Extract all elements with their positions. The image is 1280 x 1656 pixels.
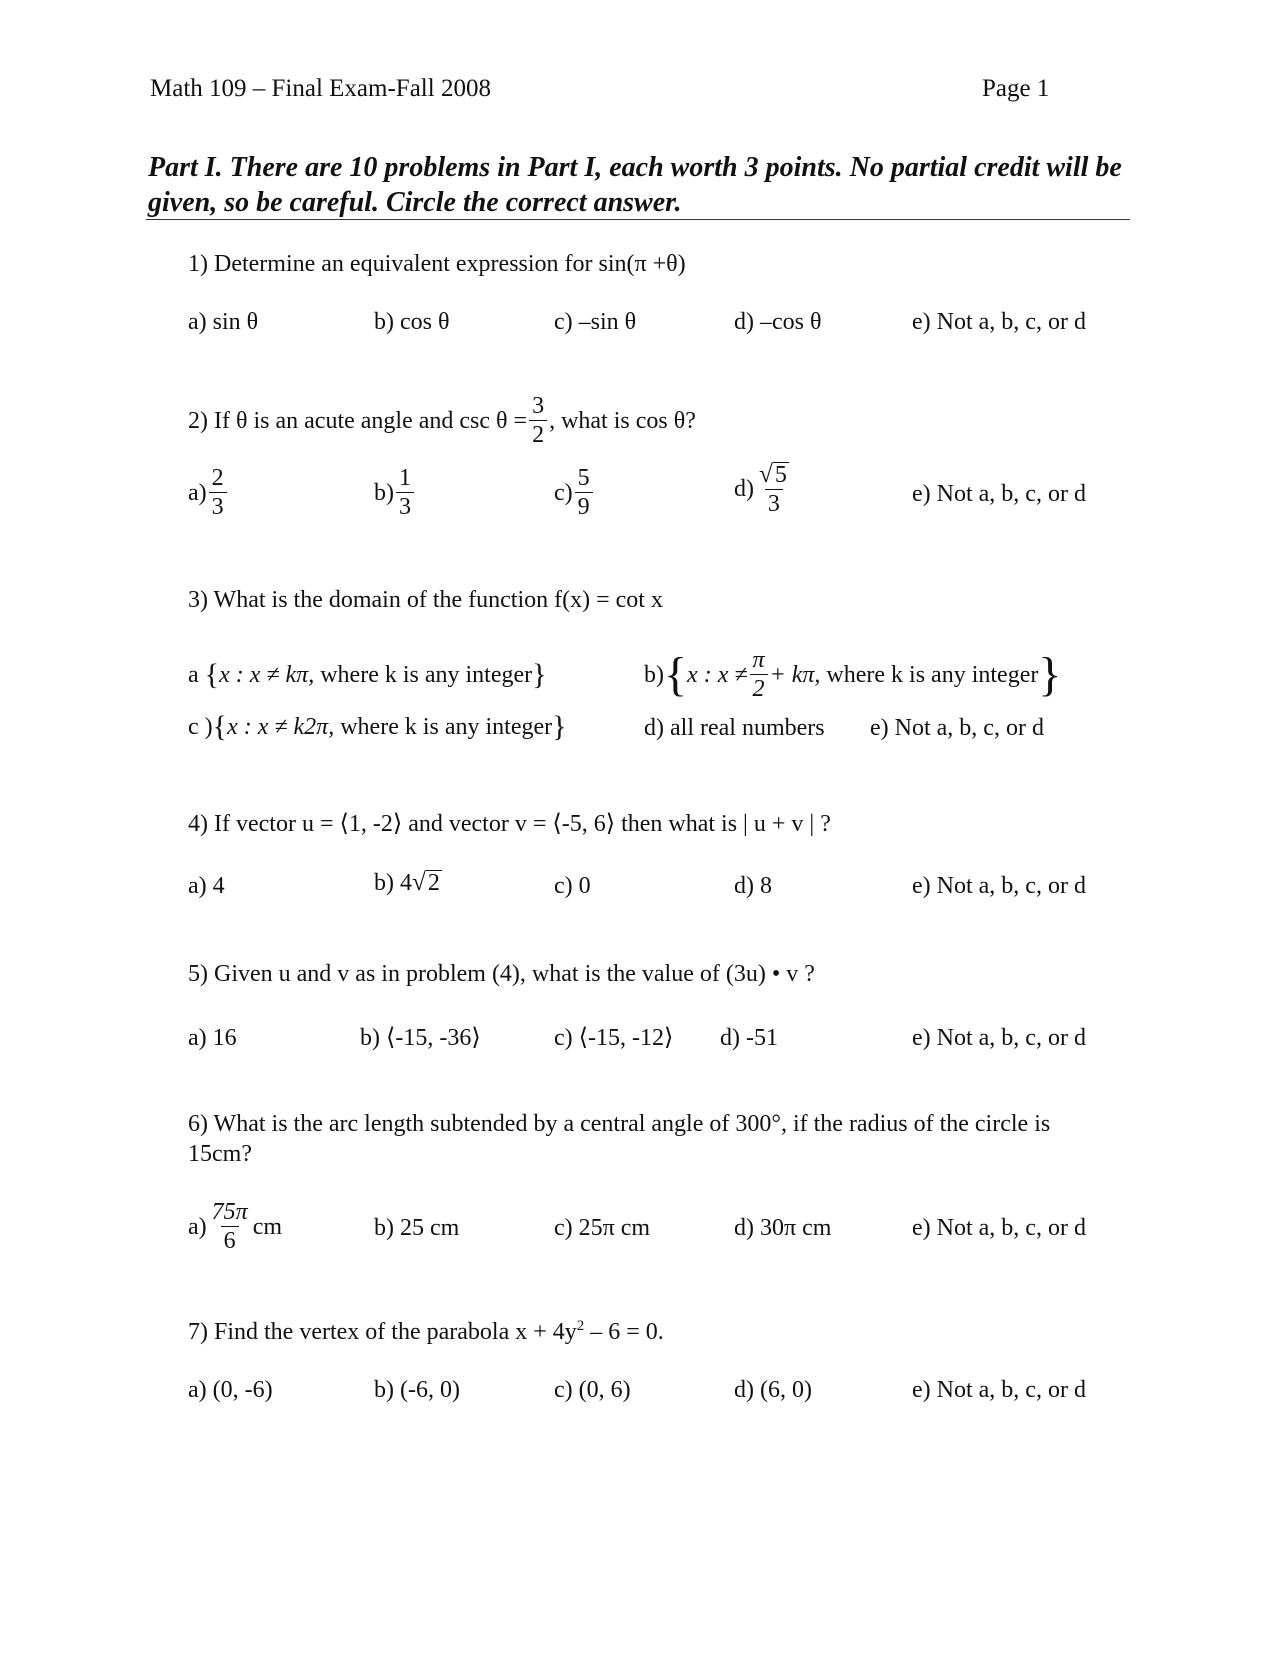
- q2-option-a-label: a): [188, 479, 207, 506]
- q2-option-b[interactable]: [374, 466, 416, 519]
- q3-option-c-text: where k is any integer: [340, 714, 553, 740]
- q2-option-a-fraction: [209, 466, 227, 519]
- q2-frac-numerator: 3: [532, 393, 545, 419]
- q1-option-e[interactable]: e) Not a, b, c, or d: [912, 309, 1086, 335]
- q2-a-numerator: 2: [211, 465, 224, 491]
- q3-b-denominator: 2: [750, 674, 768, 701]
- question-6-line-2: 15cm?: [188, 1141, 252, 1167]
- q1-option-a[interactable]: a) sin θ: [188, 309, 259, 335]
- q6-option-a[interactable]: [188, 1200, 282, 1253]
- q3-option-b-text: where k is any integer: [826, 661, 1039, 688]
- q4-option-d[interactable]: d) 8: [734, 873, 772, 899]
- q7-option-d[interactable]: d) (6, 0): [734, 1377, 812, 1403]
- q6-option-a-fraction: [209, 1200, 251, 1253]
- q6-option-b[interactable]: b) 25 cm: [374, 1215, 460, 1241]
- q2-d-denominator: 3: [765, 489, 783, 516]
- q6-option-c[interactable]: c) 25π cm: [554, 1215, 651, 1241]
- q6-option-a-label: a): [188, 1213, 207, 1240]
- q1-option-d[interactable]: d) –cos θ: [734, 309, 822, 335]
- q3-option-a-math: x : x ≠ kπ,: [219, 662, 315, 688]
- q3-option-b[interactable]: [644, 648, 1061, 701]
- q5-option-d[interactable]: d) -51: [720, 1025, 778, 1051]
- q2-option-c-fraction: [575, 466, 593, 519]
- q2-suffix: , what is cos θ?: [549, 407, 696, 434]
- q7-prefix: 7) Find the vertex of the parabola x + 4y: [188, 1319, 577, 1345]
- q2-b-denominator: 3: [396, 492, 414, 519]
- q1-option-b[interactable]: b) cos θ: [374, 309, 450, 335]
- q5-option-a[interactable]: a) 16: [188, 1025, 237, 1051]
- q6-option-a-unit: cm: [252, 1213, 283, 1240]
- q3-option-e[interactable]: e) Not a, b, c, or d: [870, 715, 1044, 741]
- q2-option-d[interactable]: [734, 462, 794, 516]
- question-6-line-1: 6) What is the arc length subtended by a central angle of 300°, if the radius of the circle is: [188, 1111, 1051, 1137]
- q2-d-numerator: [756, 462, 792, 489]
- q7-exponent: 2: [576, 1318, 585, 1334]
- q3-option-a-text: where k is any integer: [320, 662, 533, 688]
- question-2: [188, 394, 696, 447]
- q2-c-numerator: 5: [577, 465, 590, 491]
- q4-option-b[interactable]: [374, 870, 442, 895]
- q5-option-e[interactable]: e) Not a, b, c, or d: [912, 1025, 1086, 1051]
- q4-option-e[interactable]: e) Not a, b, c, or d: [912, 873, 1086, 899]
- q7-option-a[interactable]: a) (0, -6): [188, 1377, 273, 1403]
- q3-option-c-math: x : x ≠ k2π,: [227, 714, 335, 740]
- close-brace-icon: }: [1038, 647, 1062, 701]
- question-5: 5) Given u and v as in problem (4), what is the value of (3u) • v ?: [188, 961, 815, 987]
- q4-b-sqrt: [412, 870, 442, 895]
- q7-option-c[interactable]: c) (0, 6): [554, 1377, 631, 1403]
- close-brace-icon: }: [552, 710, 567, 743]
- q1-option-c[interactable]: c) –sin θ: [554, 309, 637, 335]
- question-7: [188, 1320, 664, 1344]
- q6-a-denominator: 6: [221, 1226, 239, 1253]
- q2-option-e[interactable]: e) Not a, b, c, or d: [912, 481, 1086, 507]
- q2-option-d-fraction: [756, 462, 792, 516]
- q3-option-a[interactable]: [188, 660, 547, 690]
- q3-option-c-label: c ): [188, 714, 213, 740]
- q6-a-numerator: 75π: [211, 1199, 248, 1225]
- q7-option-b[interactable]: b) (-6, 0): [374, 1377, 460, 1403]
- q6-option-e[interactable]: e) Not a, b, c, or d: [912, 1215, 1086, 1241]
- q2-option-a[interactable]: [188, 466, 229, 519]
- q6-option-d[interactable]: d) 30π cm: [734, 1215, 832, 1241]
- q4-option-c[interactable]: c) 0: [554, 873, 591, 899]
- open-brace-icon: {: [664, 647, 688, 701]
- q4-option-b-label: b) 4: [374, 869, 412, 896]
- q2-csc-fraction: [529, 394, 547, 447]
- q3-option-b-math: x : x ≠: [687, 661, 748, 688]
- q5-option-c[interactable]: c) ⟨-15, -12⟩: [554, 1025, 674, 1051]
- q5-option-b[interactable]: b) ⟨-15, -36⟩: [360, 1025, 481, 1051]
- q3-option-d[interactable]: d) all real numbers: [644, 715, 825, 741]
- q3-option-b-fraction: [750, 648, 768, 701]
- q2-d-sqrt: [759, 462, 789, 487]
- divider-rule: [146, 219, 1130, 220]
- q2-option-b-fraction: [396, 466, 414, 519]
- q2-option-d-label: d): [734, 476, 754, 503]
- q2-d-radicand: 5: [774, 462, 787, 488]
- q2-prefix: 2) If θ is an acute angle and csc θ =: [188, 407, 528, 434]
- q3-b-numerator: π: [752, 647, 765, 673]
- q3-option-b-math-2: + kπ,: [769, 661, 821, 688]
- open-brace-icon: {: [212, 710, 228, 743]
- q2-c-denominator: 9: [575, 492, 593, 519]
- exam-title: Math 109 – Final Exam-Fall 2008: [150, 75, 491, 102]
- q2-b-numerator: 1: [399, 465, 411, 491]
- question-4: 4) If vector u = ⟨1, -2⟩ and vector v = ⟨-5, 6⟩ then what is | u + v | ?: [188, 811, 831, 837]
- part-instructions: Part I. There are 10 problems in Part I, each worth 3 points. No partial credit will be given, so be careful. Circle the correct answer.: [148, 152, 1122, 218]
- question-3: 3) What is the domain of the function f(x) = cot x: [188, 587, 663, 613]
- sqrt-symbol-icon: √: [759, 461, 773, 488]
- q4-option-a[interactable]: a) 4: [188, 873, 225, 899]
- sqrt-symbol-icon: √: [412, 869, 426, 896]
- question-1: 1) Determine an equivalent expression for sin(π +θ): [188, 251, 686, 277]
- q2-option-c-label: c): [554, 479, 573, 506]
- q2-frac-denominator: 2: [529, 420, 547, 447]
- q3-option-a-label: a: [188, 662, 199, 688]
- q7-option-e[interactable]: e) Not a, b, c, or d: [912, 1377, 1086, 1403]
- open-brace-icon: {: [204, 658, 220, 691]
- q2-option-b-label: b): [374, 479, 394, 506]
- q3-option-c[interactable]: [188, 712, 567, 742]
- q2-a-denominator: 3: [209, 492, 227, 519]
- q7-suffix: – 6 = 0.: [584, 1319, 664, 1345]
- page-number: Page 1: [982, 75, 1050, 102]
- q4-b-radicand: 2: [427, 870, 440, 896]
- close-brace-icon: }: [532, 658, 547, 691]
- q2-option-c[interactable]: [554, 466, 595, 519]
- q3-option-b-label: b): [644, 661, 664, 688]
